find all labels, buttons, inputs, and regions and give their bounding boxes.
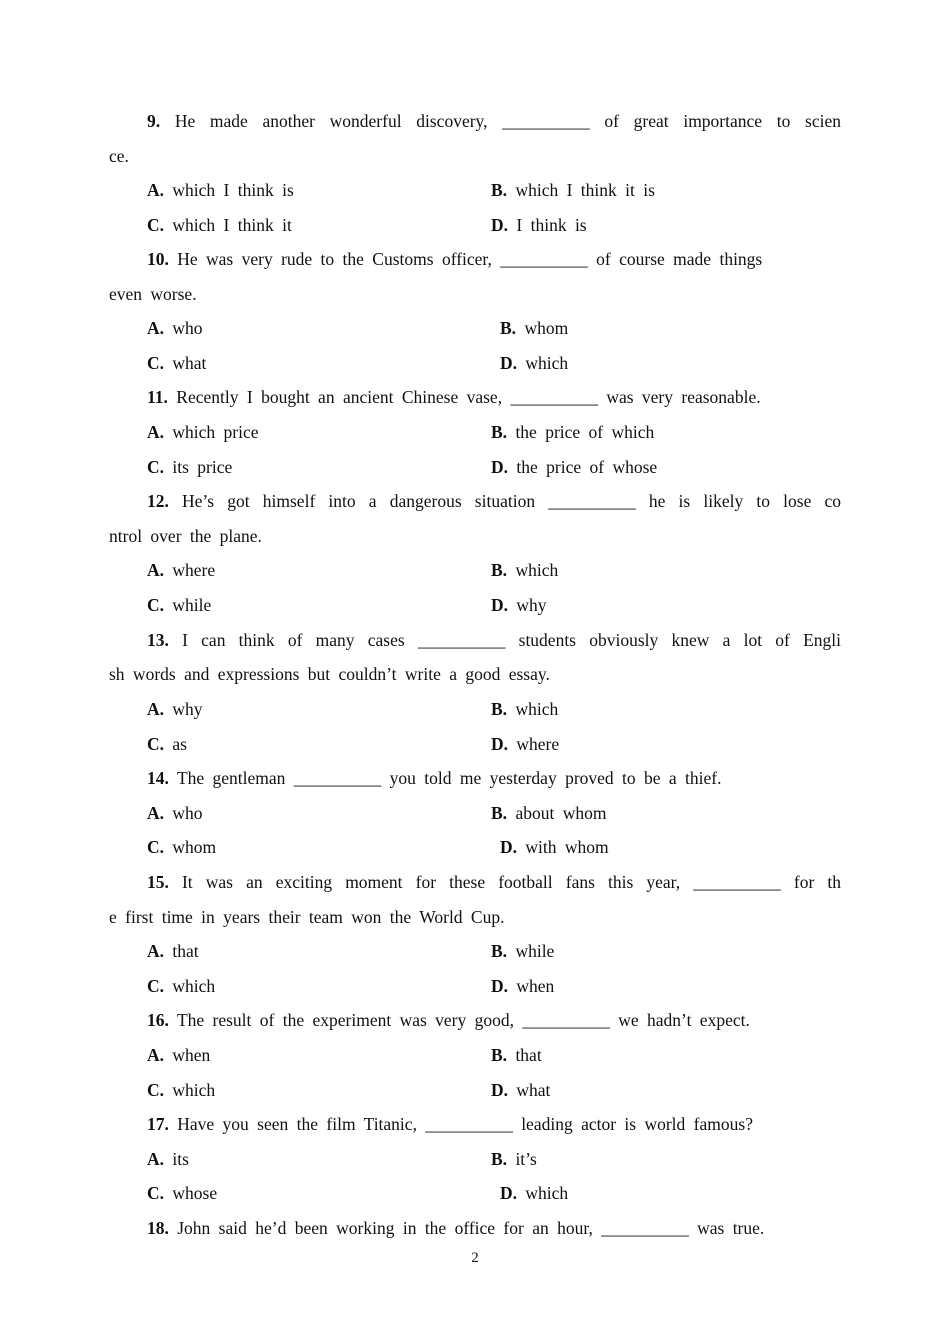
- question-11-option-b: B. the price of which: [491, 422, 655, 442]
- question-10-option-a: A. who: [147, 318, 203, 338]
- question-10-option-c: C. what: [147, 353, 207, 373]
- question-16-option-d: D. what: [491, 1080, 551, 1100]
- question-13-option-a: A. why: [147, 699, 203, 719]
- question-13-option-d: D. where: [491, 734, 560, 754]
- question-17-stem: 17. Have you seen the film Titanic, __________ leading actor is world famous?: [147, 1114, 753, 1134]
- question-16-stem: 16. The result of the experiment was very good, __________ we hadn’t expect.: [147, 1010, 750, 1030]
- question-9-option-d: D. I think is: [491, 215, 587, 235]
- question-12-option-b: B. which: [491, 560, 559, 580]
- question-13-option-b: B. which: [491, 699, 559, 719]
- question-15-option-b: B. while: [491, 941, 555, 961]
- question-11-option-a: A. which price: [147, 422, 259, 442]
- question-9-option-b: B. which I think it is: [491, 180, 655, 200]
- question-9-stem-cont: ce.: [109, 146, 129, 166]
- question-15-option-d: D. when: [491, 976, 555, 996]
- question-13-stem-cont: sh words and expressions but couldn’t write a good essay.: [109, 664, 550, 684]
- question-17-option-c: C. whose: [147, 1183, 218, 1203]
- question-15-option-c: C. which: [147, 976, 216, 996]
- question-13-option-c: C. as: [147, 734, 187, 754]
- question-10-option-b: B. whom: [500, 318, 569, 338]
- question-11-stem: 11. Recently I bought an ancient Chinese vase, __________ was very reasonable.: [147, 387, 761, 407]
- question-10-stem-cont: even worse.: [109, 284, 197, 304]
- question-13-stem: 13. I can think of many cases __________ students obviously knew a lot of Engli: [147, 630, 841, 650]
- question-12-option-a: A. where: [147, 560, 216, 580]
- question-16-option-a: A. when: [147, 1045, 211, 1065]
- question-14-option-c: C. whom: [147, 837, 217, 857]
- question-12-option-d: D. why: [491, 595, 547, 615]
- question-15-stem-cont: e first time in years their team won the World Cup.: [109, 907, 505, 927]
- question-10-stem: 10. He was very rude to the Customs officer, __________ of course made things: [147, 249, 763, 269]
- question-14-option-a: A. who: [147, 803, 203, 823]
- question-14-option-b: B. about whom: [491, 803, 607, 823]
- question-11-option-d: D. the price of whose: [491, 457, 658, 477]
- question-12-option-c: C. while: [147, 595, 212, 615]
- question-17-option-d: D. which: [500, 1183, 569, 1203]
- question-10-option-d: D. which: [500, 353, 569, 373]
- page-number: 2: [471, 1250, 479, 1266]
- question-14-stem: 14. The gentleman __________ you told me yesterday proved to be a thief.: [147, 768, 722, 788]
- question-14-option-d: D. with whom: [500, 837, 609, 857]
- question-12-stem-cont: ntrol over the plane.: [109, 526, 262, 546]
- question-12-stem: 12. He’s got himself into a dangerous situation __________ he is likely to lose co: [147, 491, 842, 511]
- question-9-option-a: A. which I think is: [147, 180, 294, 200]
- question-11-option-c: C. its price: [147, 457, 233, 477]
- question-15-stem: 15. It was an exciting moment for these football fans this year, __________ for th: [147, 872, 842, 892]
- question-18-stem: 18. John said he’d been working in the office for an hour, __________ was true.: [147, 1218, 765, 1238]
- question-9-option-c: C. which I think it: [147, 215, 292, 235]
- question-17-option-a: A. its: [147, 1149, 189, 1169]
- question-16-option-b: B. that: [491, 1045, 542, 1065]
- question-15-option-a: A. that: [147, 941, 199, 961]
- question-17-option-b: B. it’s: [491, 1149, 537, 1169]
- question-9-stem: 9. He made another wonderful discovery, __________ of great importance to scien: [147, 111, 841, 131]
- question-16-option-c: C. which: [147, 1080, 216, 1100]
